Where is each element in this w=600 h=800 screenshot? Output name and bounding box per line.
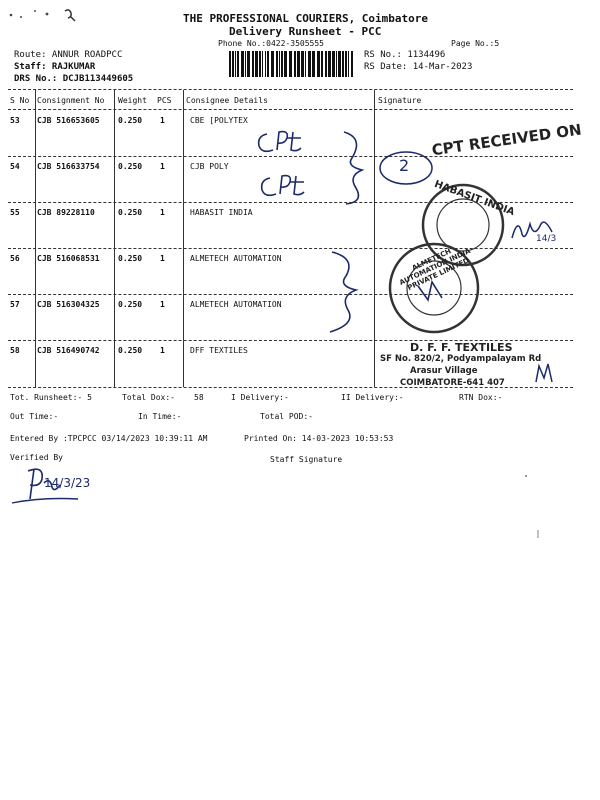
barcode-bar [237, 51, 239, 77]
table-header-rule [8, 109, 573, 110]
almetech-stamp-text: ALMETECH AUTOMATION INDIA PRIVATE LIMITED [398, 247, 472, 293]
barcode-bar [259, 51, 261, 77]
row-consignment: CJB 516068531 [37, 254, 100, 263]
row-consignee: ALMETECH AUTOMATION [190, 300, 282, 309]
dff-stamp-city: COIMBATORE-641 407 [400, 378, 505, 388]
row-consignee: CJB POLY [190, 162, 229, 171]
barcode-bar [297, 51, 300, 77]
row-sno: 56 [10, 254, 20, 263]
rs-date: RS Date: 14-Mar-2023 [364, 62, 473, 72]
handwritten-cpt-signature-2 [258, 172, 318, 202]
barcode-bar [271, 51, 274, 77]
total-dox-label: Total Dox:- [122, 393, 175, 402]
barcode-bar [312, 51, 315, 77]
document-title: Delivery Runsheet - PCC [229, 25, 382, 38]
barcode-bar [342, 51, 344, 77]
barcode-bar [252, 51, 254, 77]
barcode-bar [279, 51, 280, 77]
column-header-consignee: Consignee Details [186, 96, 268, 105]
row-weight: 0.250 [118, 346, 143, 355]
row-weight: 0.250 [118, 300, 143, 309]
barcode-bar [229, 51, 231, 77]
barcode-bar [241, 51, 244, 77]
row-pcs: 1 [160, 254, 165, 263]
barcode-bar [308, 51, 311, 77]
barcode-bar [294, 51, 296, 77]
out-time: Out Time:- [10, 412, 59, 421]
row-consignee: DFF TEXTILES [190, 346, 248, 355]
row-consignee: HABASIT INDIA [190, 208, 253, 217]
barcode-bar [284, 51, 287, 77]
barcode-bar [235, 51, 236, 77]
barcode-bar [281, 51, 283, 77]
barcode-bar [321, 51, 323, 77]
barcode-bar [336, 51, 337, 77]
row-pcs: 1 [160, 300, 165, 309]
row-consignment: CJB 89228110 [37, 208, 95, 217]
row-consignee: CBE [POLYTEX [190, 116, 248, 125]
row-weight: 0.250 [118, 254, 143, 263]
column-header-weight: Weight [118, 96, 147, 105]
handwritten-brace [340, 128, 370, 208]
row-pcs: 1 [160, 116, 165, 125]
row-weight: 0.250 [118, 162, 143, 171]
row-consignment: CJB 516633754 [37, 162, 100, 171]
barcode-bar [348, 51, 349, 77]
row-sno: 57 [10, 300, 20, 309]
total-dox-value: 58 [194, 393, 204, 402]
printed-on: Printed On: 14-03-2023 10:53:53 [244, 434, 394, 443]
barcode-bar [276, 51, 278, 77]
barcode-bar [351, 51, 353, 77]
row55-signature-date: 14/3 [536, 234, 557, 244]
row-consignment: CJB 516304325 [37, 300, 100, 309]
staff-signature: Staff Signature [270, 455, 343, 464]
barcode-bar [232, 51, 234, 77]
barcode-bar [289, 51, 292, 77]
column-header-pcs: PCS [157, 96, 172, 105]
row-weight: 0.250 [118, 208, 143, 217]
column-divider [374, 90, 375, 387]
row-pcs: 1 [160, 346, 165, 355]
i-delivery: I Delivery:- [231, 393, 289, 402]
verified-signature-date: 14/3/23 [44, 476, 91, 490]
barcode-bar [332, 51, 335, 77]
row-pcs: 1 [160, 208, 165, 217]
barcode-bar [317, 51, 320, 77]
barcode-bar [265, 51, 266, 77]
scan-dots [520, 470, 580, 550]
total-runsheet: Tot. Runsheet:- 5 [10, 393, 92, 402]
rs-number: RS No.: 1134496 [364, 50, 446, 60]
barcode-bar [305, 51, 306, 77]
ii-delivery: II Delivery:- [341, 393, 404, 402]
circled-number: 2 [399, 156, 410, 175]
barcode-bar [267, 51, 269, 77]
route-label: Route: ANNUR ROADPCC [14, 50, 123, 60]
barcode-bar [325, 51, 327, 77]
scan-marks [5, 5, 85, 25]
table-top-rule [8, 89, 573, 90]
row-weight: 0.250 [118, 116, 143, 125]
dff-stamp-address: SF No. 820/2, Podyampalayam Rd [380, 354, 542, 364]
company-name: THE PROFESSIONAL COURIERS, Coimbatore [183, 12, 429, 25]
phone-number: Phone No.:0422-3505555 [218, 39, 324, 48]
staff-label: Staff: RAJKUMAR [14, 62, 96, 72]
verified-by: Verified By [10, 453, 63, 462]
barcode-bar [245, 51, 246, 77]
column-header-signature: Signature [378, 96, 422, 105]
barcode-bar [338, 51, 341, 77]
column-divider [35, 90, 36, 387]
total-pod: Total POD:- [260, 412, 313, 421]
habasit-stamp-text: HABASIT INDIA [432, 178, 516, 219]
received-stamp [430, 120, 583, 169]
row-sno: 53 [10, 116, 20, 125]
received-stamp-text: CPT RECEIVED ON [430, 120, 583, 160]
column-divider [114, 90, 115, 387]
dff-stamp-name: D. F. F. TEXTILES [410, 341, 513, 354]
dff-stamp-village: Arasur Village [410, 366, 478, 376]
row-consignment: CJB 516490742 [37, 346, 100, 355]
row-separator [8, 294, 573, 295]
handwritten-cpt-signature [255, 128, 315, 158]
entered-by: Entered By :TPCPCC 03/14/2023 10:39:11 AM [10, 434, 208, 443]
row-sno: 58 [10, 346, 20, 355]
barcode [229, 51, 354, 77]
rtn-dox: RTN Dox:- [459, 393, 503, 402]
handwritten-brace-2 [326, 248, 366, 338]
handwritten-initials-dff [532, 360, 556, 386]
row-sno: 54 [10, 162, 20, 171]
barcode-bar [345, 51, 347, 77]
column-header-consignment: Consignment No [37, 96, 105, 105]
barcode-bar [301, 51, 304, 77]
row-consignee: ALMETECH AUTOMATION [190, 254, 282, 263]
barcode-bar [262, 51, 263, 77]
barcode-bar [247, 51, 250, 77]
row-sno: 55 [10, 208, 20, 217]
page-number: Page No.:5 [451, 39, 500, 48]
in-time: In Time:- [138, 412, 182, 421]
column-divider [183, 90, 184, 387]
column-header-sno: S No [10, 96, 30, 105]
barcode-bar [255, 51, 258, 77]
row-consignment: CJB 516653605 [37, 116, 100, 125]
barcode-bar [328, 51, 331, 77]
row-pcs: 1 [160, 162, 165, 171]
drs-number: DRS No.: DCJB113449605 [14, 74, 134, 84]
